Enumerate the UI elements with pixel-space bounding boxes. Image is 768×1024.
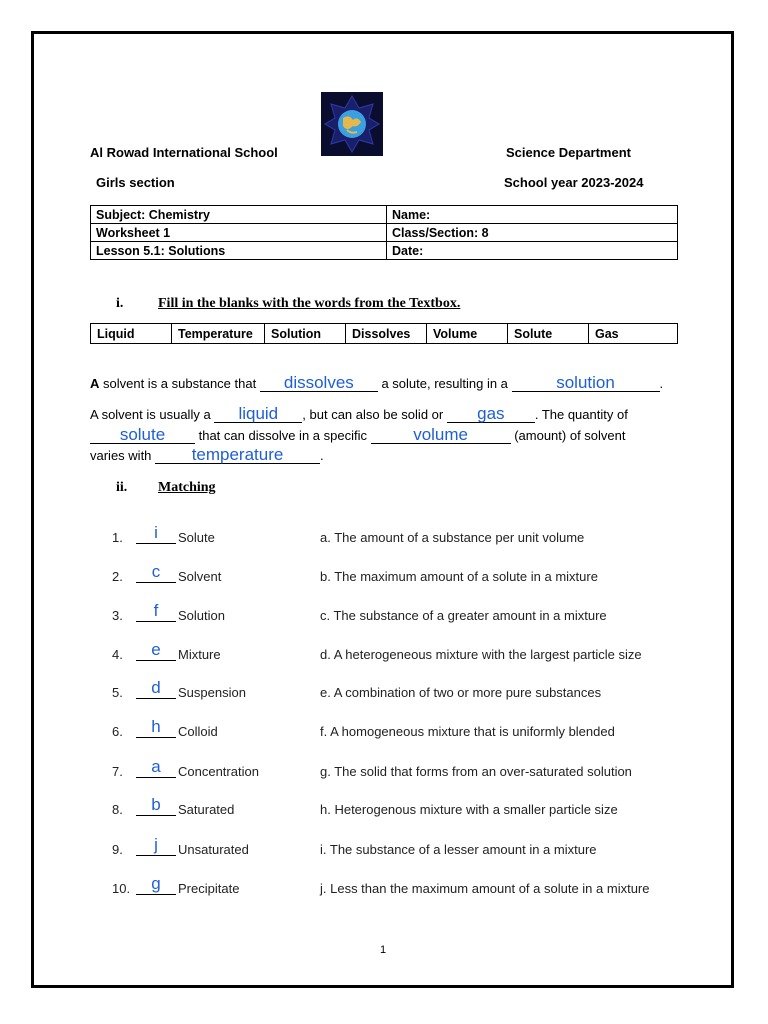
page-number: 1 [380, 944, 387, 956]
answer-blank-volume[interactable]: volume [371, 426, 511, 444]
answer-blank-solute[interactable]: solute [90, 426, 195, 444]
matching-term: Saturated [178, 802, 235, 817]
matching-term: Colloid [178, 724, 218, 739]
word-bank-item: Temperature [172, 324, 265, 344]
fill-paragraph-line-3: solute that can dissolve in a specific volume (amount) of solvent [90, 426, 690, 446]
matching-answer[interactable]: g [136, 874, 176, 895]
fill-paragraph-line-4: varies with temperature . [90, 445, 324, 464]
word-bank-table [90, 323, 678, 344]
matching-row: 7. a Concentration g. The solid that forms from an over-saturated solution [112, 757, 632, 779]
word-bank-item: Dissolves [346, 324, 427, 344]
fill-paragraph-line-1: A solvent is a substance that dissolves a solute, resulting in a solution . [90, 373, 664, 392]
school-logo-icon [321, 92, 383, 156]
matching-row: 8. b Saturated h. Heterogenous mixture with a smaller particle size [112, 795, 618, 817]
word-bank-item: Gas [589, 324, 678, 344]
section-label: Girls section [96, 175, 175, 190]
date-cell: Date: [387, 242, 678, 260]
word-bank-item: Liquid [91, 324, 172, 344]
worksheet-cell: Worksheet 1 [91, 224, 387, 242]
fill-paragraph-line-2: A solvent is usually a liquid , but can also be solid or gas . The quantity of [90, 404, 628, 423]
word-bank-item: Volume [427, 324, 508, 344]
section2-title: Matching [158, 480, 216, 495]
section1-title: Fill in the blanks with the words from the Textbox. [158, 296, 461, 311]
matching-definition: j. Less than the maximum amount of a solute in a mixture [320, 881, 650, 896]
matching-answer[interactable]: a [136, 757, 176, 778]
answer-blank-temperature[interactable]: temperature [155, 446, 320, 464]
school-name: Al Rowad International School [90, 145, 278, 160]
matching-definition: h. Heterogenous mixture with a smaller particle size [320, 802, 618, 817]
info-table [90, 205, 678, 260]
matching-definition: c. The substance of a greater amount in a mixture [320, 608, 607, 623]
matching-row: 2. c Solvent b. The maximum amount of a solute in a mixture [112, 562, 598, 584]
answer-blank-solution[interactable]: solution [512, 374, 660, 392]
matching-answer[interactable]: j [136, 835, 176, 856]
matching-answer[interactable]: b [136, 795, 176, 816]
department-name: Science Department [506, 145, 631, 160]
matching-definition: g. The solid that forms from an over-saturated solution [320, 764, 632, 779]
matching-term: Concentration [178, 764, 259, 779]
matching-definition: e. A combination of two or more pure substances [320, 685, 602, 700]
section1-number: i. [116, 296, 124, 311]
matching-definition: f. A homogeneous mixture that is uniformly blended [320, 724, 615, 739]
matching-answer[interactable]: e [136, 640, 176, 661]
matching-term: Mixture [178, 647, 221, 662]
matching-answer[interactable]: f [136, 601, 176, 622]
matching-row: 10. g Precipitate j. Less than the maximum amount of a solute in a mixture [112, 874, 650, 896]
matching-answer[interactable]: h [136, 717, 176, 738]
matching-answer[interactable]: i [136, 523, 176, 544]
matching-answer[interactable]: c [136, 562, 176, 583]
matching-row: 1. i Solute a. The amount of a substance per unit volume [112, 523, 585, 545]
word-bank-item: Solute [508, 324, 589, 344]
matching-term: Solute [178, 530, 215, 545]
matching-row: 6. h Colloid f. A homogeneous mixture that is uniformly blended [112, 717, 615, 739]
matching-row: 5. d Suspension e. A combination of two or more pure substances [112, 678, 602, 700]
matching-answer[interactable]: d [136, 678, 176, 699]
matching-row: 3. f Solution c. The substance of a greater amount in a mixture [112, 601, 607, 623]
answer-blank-dissolves[interactable]: dissolves [260, 374, 378, 392]
name-cell: Name: [387, 206, 678, 224]
subject-cell: Subject: Chemistry [91, 206, 387, 224]
matching-term: Unsaturated [178, 842, 249, 857]
matching-definition: b. The maximum amount of a solute in a mixture [320, 569, 598, 584]
word-bank-item: Solution [265, 324, 346, 344]
lesson-cell: Lesson 5.1: Solutions [91, 242, 387, 260]
section2-heading [116, 480, 216, 496]
school-year: School year 2023-2024 [504, 175, 644, 190]
matching-definition: i. The substance of a lesser amount in a mixture [320, 842, 597, 857]
matching-term: Precipitate [178, 881, 240, 896]
matching-definition: a. The amount of a substance per unit volume [320, 530, 585, 545]
matching-term: Solvent [178, 569, 222, 584]
section1-heading [116, 296, 460, 312]
class-section-cell: Class/Section: 8 [387, 224, 678, 242]
matching-definition: d. A heterogeneous mixture with the largest particle size [320, 647, 642, 662]
matching-term: Suspension [178, 685, 246, 700]
matching-term: Solution [178, 608, 225, 623]
answer-blank-liquid[interactable]: liquid [214, 405, 302, 423]
section2-number: ii. [116, 480, 128, 495]
matching-row: 4. e Mixture d. A heterogeneous mixture with the largest particle size [112, 640, 642, 662]
matching-row: 9. j Unsaturated i. The substance of a lesser amount in a mixture [112, 835, 597, 857]
answer-blank-gas[interactable]: gas [447, 405, 535, 423]
